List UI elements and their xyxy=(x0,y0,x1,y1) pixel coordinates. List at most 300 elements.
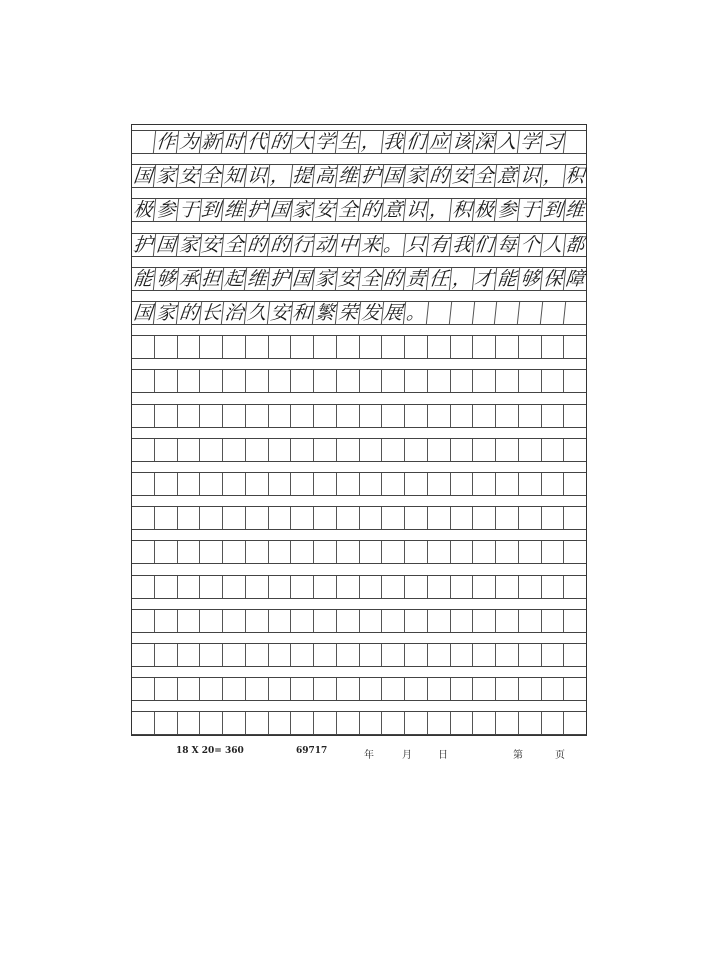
grid-cell: 安 xyxy=(267,302,292,324)
grid-cell xyxy=(132,507,155,529)
grid-cell xyxy=(200,405,223,427)
grid-cell: 提 xyxy=(290,165,315,187)
grid-cell xyxy=(178,678,201,700)
grid-cell xyxy=(337,610,360,632)
grid-cell xyxy=(132,576,155,598)
grid-cell: 维 xyxy=(222,199,247,221)
grid-cell xyxy=(269,370,292,392)
grid-cell xyxy=(405,576,428,598)
grid-row xyxy=(132,233,586,257)
grid-cell xyxy=(428,473,451,495)
grid-cell xyxy=(314,644,337,666)
grid-cell xyxy=(360,610,383,632)
grid-cell xyxy=(563,131,587,153)
grid-cell xyxy=(155,541,178,563)
grid-cell xyxy=(178,473,201,495)
grid-cell: 深 xyxy=(472,131,497,153)
grid-cell xyxy=(337,370,360,392)
grid-cell xyxy=(542,336,565,358)
grid-cell xyxy=(518,302,543,324)
grid-cell xyxy=(132,712,155,734)
grid-cell: 应 xyxy=(427,131,452,153)
grid-cell xyxy=(428,439,451,461)
grid-cell xyxy=(564,610,586,632)
grid-cell xyxy=(291,644,314,666)
grid-cell xyxy=(382,507,405,529)
grid-cell: 中 xyxy=(336,234,361,256)
grid-cell xyxy=(473,712,496,734)
grid-cell xyxy=(451,439,474,461)
grid-cell: 到 xyxy=(540,199,565,221)
grid-cell xyxy=(564,370,586,392)
grid-cell: 生 xyxy=(336,131,361,153)
grid-cell xyxy=(519,541,542,563)
grid-cell xyxy=(178,439,201,461)
grid-cell xyxy=(269,507,292,529)
grid-cell xyxy=(131,131,156,153)
grid-cell xyxy=(451,610,474,632)
grid-cell: 积 xyxy=(449,199,474,221)
grid-cell: 起 xyxy=(222,268,247,290)
grid-cell xyxy=(223,541,246,563)
grid-cell: 个 xyxy=(518,234,543,256)
grid-cell xyxy=(405,541,428,563)
grid-cell: 新 xyxy=(199,131,224,153)
grid-cell xyxy=(564,644,586,666)
grid-cell: 的 xyxy=(358,199,383,221)
grid-cell xyxy=(428,541,451,563)
grid-cell xyxy=(472,302,497,324)
grid-cell xyxy=(496,507,519,529)
grid-cell: 全 xyxy=(358,268,383,290)
grid-cell xyxy=(223,507,246,529)
grid-cell xyxy=(519,678,542,700)
grid-cell xyxy=(223,336,246,358)
grid-cell xyxy=(314,473,337,495)
grid-cell xyxy=(382,541,405,563)
grid-cell xyxy=(291,576,314,598)
grid-cell xyxy=(291,370,314,392)
grid-cell: 们 xyxy=(404,131,429,153)
grid-cell: 的 xyxy=(267,234,292,256)
grid-cell xyxy=(200,678,223,700)
grid-cell xyxy=(200,439,223,461)
grid-cell xyxy=(337,439,360,461)
grid-cell xyxy=(155,336,178,358)
grid-cell xyxy=(291,336,314,358)
grid-cell xyxy=(337,473,360,495)
grid-cell xyxy=(519,336,542,358)
grid-cell xyxy=(269,439,292,461)
grid-cell: 作 xyxy=(154,131,179,153)
grid-cell xyxy=(542,473,565,495)
grid-cell xyxy=(155,678,178,700)
grid-cell xyxy=(269,541,292,563)
grid-cell xyxy=(542,507,565,529)
grid-cell xyxy=(451,644,474,666)
grid-cell: 发 xyxy=(358,302,383,324)
grid-cell xyxy=(200,370,223,392)
grid-cell xyxy=(405,370,428,392)
grid-cell: 荣 xyxy=(336,302,361,324)
grid-cell xyxy=(542,370,565,392)
grid-cell: 习 xyxy=(540,131,565,153)
grid-cell xyxy=(519,439,542,461)
grid-cell xyxy=(542,576,565,598)
grid-cell xyxy=(542,712,565,734)
grid-row xyxy=(132,130,586,154)
grid-cell xyxy=(382,405,405,427)
grid-cell xyxy=(178,576,201,598)
grid-cell xyxy=(564,507,586,529)
grid-cell xyxy=(496,473,519,495)
grid-cell xyxy=(519,712,542,734)
grid-cell xyxy=(200,644,223,666)
grid-cell: ， xyxy=(427,199,452,221)
grid-cell xyxy=(495,302,520,324)
grid-cell: 时 xyxy=(222,131,247,153)
grid-row xyxy=(132,369,586,393)
grid-row xyxy=(132,677,586,701)
grid-cell xyxy=(451,336,474,358)
grid-cell: 参 xyxy=(495,199,520,221)
grid-cell xyxy=(200,576,223,598)
grid-cell: 久 xyxy=(245,302,270,324)
grid-cell: 展 xyxy=(381,302,406,324)
grid-cell xyxy=(360,473,383,495)
grid-cell xyxy=(178,336,201,358)
grid-cell xyxy=(155,507,178,529)
grid-cell: 国 xyxy=(131,165,156,187)
grid-cell: 维 xyxy=(245,268,270,290)
grid-cell: 安 xyxy=(199,234,224,256)
grid-cell xyxy=(132,610,155,632)
grid-cell xyxy=(542,678,565,700)
grid-cell: 家 xyxy=(313,268,338,290)
grid-row xyxy=(132,335,586,359)
grid-cell: 极 xyxy=(472,199,497,221)
grid-cell xyxy=(291,439,314,461)
grid-cell xyxy=(337,678,360,700)
grid-cell: 护 xyxy=(245,199,270,221)
grid-cell xyxy=(405,405,428,427)
grid-cell: 只 xyxy=(404,234,429,256)
grid-cell xyxy=(564,541,586,563)
grid-cell xyxy=(382,336,405,358)
grid-cell: 的 xyxy=(176,302,201,324)
grid-cell xyxy=(382,439,405,461)
grid-cell: 维 xyxy=(564,199,586,221)
grid-cell: 安 xyxy=(336,268,361,290)
grid-cell: 家 xyxy=(176,234,201,256)
grid-cell: ， xyxy=(358,131,383,153)
grid-row xyxy=(132,711,586,735)
grid-cell: 参 xyxy=(154,199,179,221)
grid-cell: 才 xyxy=(472,268,497,290)
grid-cell xyxy=(519,405,542,427)
grid-cell xyxy=(337,507,360,529)
grid-cell xyxy=(223,439,246,461)
grid-cell xyxy=(382,370,405,392)
grid-cell: 每 xyxy=(495,234,520,256)
grid-cell: 入 xyxy=(495,131,520,153)
grid-cell xyxy=(178,541,201,563)
grid-cell: 障 xyxy=(564,267,586,290)
grid-cell: 够 xyxy=(518,268,543,290)
grid-cell: 于 xyxy=(518,199,543,221)
page-suffix-label: 页 xyxy=(555,750,565,761)
grid-cell xyxy=(246,576,269,598)
grid-cell xyxy=(428,678,451,700)
grid-cell xyxy=(200,541,223,563)
grid-cell xyxy=(519,576,542,598)
grid-cell: 大 xyxy=(290,131,315,153)
grid-cell xyxy=(291,712,314,734)
grid-cell xyxy=(132,370,155,392)
grid-cell xyxy=(564,336,586,358)
grid-cell xyxy=(405,610,428,632)
grid-cell xyxy=(451,576,474,598)
grid-cell xyxy=(405,507,428,529)
grid-cell xyxy=(223,405,246,427)
grid-cell xyxy=(269,678,292,700)
grid-cell xyxy=(246,405,269,427)
grid-cell xyxy=(360,439,383,461)
grid-cell xyxy=(382,644,405,666)
grid-row xyxy=(132,472,586,496)
grid-cell xyxy=(200,610,223,632)
grid-cell xyxy=(360,712,383,734)
grid-cell xyxy=(360,678,383,700)
grid-cell: 长 xyxy=(199,302,224,324)
day-label: 日 xyxy=(438,750,448,761)
grid-cell xyxy=(178,712,201,734)
grid-cell: 安 xyxy=(449,165,474,187)
grid-cell xyxy=(314,336,337,358)
grid-cell xyxy=(428,507,451,529)
grid-cell xyxy=(269,405,292,427)
grid-cell xyxy=(200,336,223,358)
grid-cell xyxy=(269,644,292,666)
grid-cell: ， xyxy=(449,268,474,290)
grid-cell: 全 xyxy=(199,165,224,187)
grid-cell xyxy=(178,644,201,666)
grid-cell xyxy=(451,370,474,392)
grid-cell xyxy=(496,336,519,358)
grid-cell xyxy=(337,576,360,598)
grid-cell xyxy=(519,473,542,495)
grid-cell xyxy=(360,336,383,358)
grid-cell: 代 xyxy=(245,131,270,153)
form-code-label: 69717 xyxy=(296,746,328,756)
grid-cell xyxy=(473,336,496,358)
grid-cell: 积 xyxy=(564,165,586,187)
grid-cell xyxy=(269,336,292,358)
grid-cell xyxy=(223,473,246,495)
grid-cell: 识 xyxy=(404,199,429,221)
grid-cell: 行 xyxy=(290,234,315,256)
grid-cell xyxy=(564,473,586,495)
grid-cell xyxy=(564,678,586,700)
grid-cell: 国 xyxy=(267,199,292,221)
grid-cell xyxy=(382,712,405,734)
grid-cell xyxy=(314,576,337,598)
grid-cell xyxy=(473,678,496,700)
grid-cell xyxy=(428,405,451,427)
grid-cell xyxy=(473,473,496,495)
grid-cell xyxy=(291,678,314,700)
grid-cell: 。 xyxy=(404,302,429,324)
grid-cell: 国 xyxy=(131,302,156,324)
grid-cell xyxy=(132,439,155,461)
grid-cell xyxy=(200,473,223,495)
grid-cell xyxy=(428,644,451,666)
grid-cell xyxy=(291,405,314,427)
grid-cell xyxy=(178,370,201,392)
grid-cell: 识 xyxy=(518,165,543,187)
grid-cell xyxy=(269,473,292,495)
grid-cell: 我 xyxy=(449,234,474,256)
grid-cell xyxy=(246,610,269,632)
grid-cell xyxy=(496,370,519,392)
grid-cell xyxy=(542,439,565,461)
grid-cell xyxy=(291,541,314,563)
grid-cell xyxy=(178,610,201,632)
grid-cell xyxy=(473,644,496,666)
grid-cell xyxy=(473,439,496,461)
grid-cell xyxy=(246,541,269,563)
grid-cell: 有 xyxy=(427,234,452,256)
grid-cell xyxy=(451,507,474,529)
grid-cell xyxy=(451,405,474,427)
grid-cell xyxy=(428,712,451,734)
grid-cell xyxy=(132,644,155,666)
grid-cell xyxy=(519,370,542,392)
grid-cell xyxy=(155,576,178,598)
grid-cell xyxy=(360,644,383,666)
grid-cell xyxy=(451,473,474,495)
grid-cell xyxy=(427,302,452,324)
grid-cell xyxy=(337,336,360,358)
grid-cell: 能 xyxy=(495,268,520,290)
grid-cell: 都 xyxy=(564,233,586,256)
grid-cell xyxy=(155,712,178,734)
grid-cell xyxy=(382,678,405,700)
grid-row xyxy=(132,198,586,222)
grid-cell: 该 xyxy=(449,131,474,153)
grid-cell xyxy=(564,405,586,427)
grid-cell: 家 xyxy=(154,165,179,187)
grid-cell xyxy=(178,405,201,427)
grid-cell xyxy=(269,610,292,632)
grid-cell: 全 xyxy=(472,165,497,187)
grid-cell: 知 xyxy=(222,165,247,187)
grid-cell xyxy=(246,370,269,392)
grid-cell xyxy=(428,370,451,392)
grid-cell: 全 xyxy=(336,199,361,221)
grid-cell: 担 xyxy=(199,268,224,290)
grid-cell xyxy=(246,644,269,666)
grid-cell: 护 xyxy=(267,268,292,290)
grid-cell xyxy=(291,473,314,495)
grid-cell: 安 xyxy=(313,199,338,221)
grid-cell xyxy=(155,439,178,461)
grid-cell xyxy=(314,370,337,392)
grid-cell: 极 xyxy=(131,199,156,221)
grid-cell xyxy=(246,507,269,529)
grid-cell xyxy=(473,610,496,632)
grid-cell: 动 xyxy=(313,234,338,256)
grid-cell xyxy=(563,302,587,324)
grid-cell xyxy=(382,576,405,598)
grid-cell xyxy=(337,712,360,734)
grid-row xyxy=(132,540,586,564)
grid-row xyxy=(132,506,586,530)
grid-cell xyxy=(451,712,474,734)
grid-cell: 的 xyxy=(267,131,292,153)
grid-cell: 人 xyxy=(540,234,565,256)
grid-cell xyxy=(155,644,178,666)
grid-cell xyxy=(155,405,178,427)
grid-cell xyxy=(405,336,428,358)
grid-cell xyxy=(269,712,292,734)
grid-cell: 治 xyxy=(222,302,247,324)
grid-cell: 家 xyxy=(290,199,315,221)
grid-cell xyxy=(519,644,542,666)
grid-cell xyxy=(428,576,451,598)
grid-cell xyxy=(382,610,405,632)
grid-cell: 能 xyxy=(131,268,156,290)
grid-cell xyxy=(451,541,474,563)
grid-row xyxy=(132,301,586,325)
grid-cell: 安 xyxy=(176,165,201,187)
grid-spec-label: 18 X 20= 360 xyxy=(176,746,244,756)
grid-cell: 我 xyxy=(381,131,406,153)
grid-cell: 护 xyxy=(131,234,156,256)
grid-row xyxy=(132,267,586,291)
grid-cell xyxy=(223,610,246,632)
grid-cell: ， xyxy=(540,165,565,187)
grid-cell xyxy=(200,507,223,529)
grid-cell: 和 xyxy=(290,302,315,324)
grid-cell xyxy=(269,576,292,598)
grid-cell: 识 xyxy=(245,165,270,187)
grid-cell xyxy=(360,507,383,529)
grid-cell xyxy=(542,541,565,563)
grid-cell xyxy=(360,576,383,598)
grid-cell xyxy=(540,302,565,324)
grid-cell xyxy=(223,678,246,700)
grid-cell xyxy=(564,712,586,734)
grid-row xyxy=(132,164,586,188)
grid-cell: 国 xyxy=(154,234,179,256)
grid-cell: ， xyxy=(267,165,292,187)
grid-cell: 国 xyxy=(381,165,406,187)
grid-cell: 繁 xyxy=(313,302,338,324)
grid-cell xyxy=(132,678,155,700)
grid-cell: 的 xyxy=(381,268,406,290)
grid-cell xyxy=(314,405,337,427)
grid-cell: 来 xyxy=(358,234,383,256)
grid-cell: 国 xyxy=(290,268,315,290)
grid-cell xyxy=(314,712,337,734)
grid-cell xyxy=(473,507,496,529)
grid-cell xyxy=(451,678,474,700)
grid-cell xyxy=(405,473,428,495)
grid-cell xyxy=(314,541,337,563)
grid-cell xyxy=(542,405,565,427)
page-prefix-label: 第 xyxy=(513,750,523,761)
